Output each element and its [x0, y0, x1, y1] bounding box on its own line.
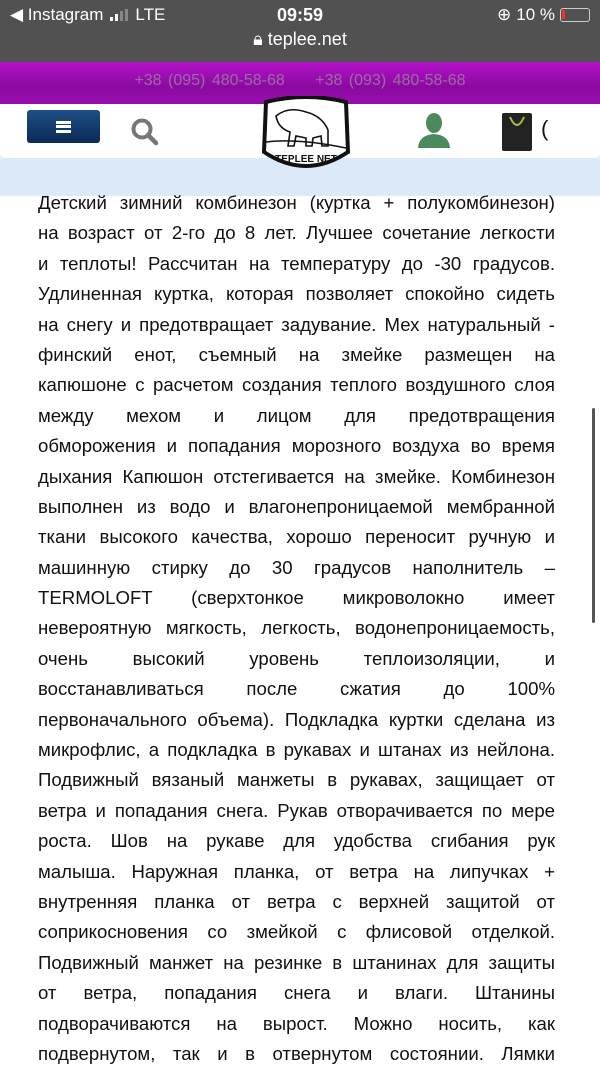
search-icon[interactable] — [130, 117, 160, 147]
description-line: финский енот, съемный на змейке размещен на — [38, 343, 555, 365]
description-line: ветра и попадания снега. Рукав отворачивается по мере — [38, 799, 555, 821]
description-line: и теплоты! Рассчитан на температуру до -30 градусов. — [38, 252, 555, 274]
menu-button[interactable] — [27, 110, 100, 143]
lock-icon: 🔒︎ — [253, 29, 263, 49]
description-line: ткани высокого качества, хорошо переносит ручную и — [38, 526, 555, 548]
battery-percent: 10 % — [516, 5, 555, 24]
description-line: очень высокий уровень теплоизоляции, и — [38, 647, 555, 669]
description-line: восстанавливаться после сжатия до 100% — [38, 678, 555, 700]
description-line: подворачиваются на вырост. Можно носить, как — [38, 1012, 555, 1034]
description-line: подвернутом, так и в отвернутом состоянии. Лямки — [38, 1042, 555, 1064]
scrollbar[interactable] — [592, 408, 595, 623]
description-line: на возраст от 2-го до 8 лет. Лучшее сочетание легкости — [38, 222, 555, 244]
description-line: Подвижный вязаный манжеты в рукавах, защищает от — [38, 769, 555, 791]
description-line: малыша. Наружная планка, от ветра на липучках + — [38, 860, 555, 882]
back-app-label: ◀ Instagram — [10, 5, 104, 24]
description-line: микрофлис, а подкладка в рукавах и штанах из нейлона. — [38, 739, 555, 761]
description-line: выполнен из водо и влагонепроницаемой мембранной — [38, 495, 555, 517]
hamburger-icon — [56, 121, 71, 133]
description-line: Подвижный манжет на резинке в штанинах для защиты — [38, 951, 555, 973]
description-line: обморожения и попадания морозного воздуха во время — [38, 435, 555, 457]
description-line: внутренняя планка от ветра с верхней защитой от — [38, 890, 555, 912]
description-line: машинную стирку до 30 градусов наполнитель – — [38, 556, 555, 578]
description-line: на снегу и предотвращает задувание. Мех натуральный - — [38, 313, 555, 335]
rotation-lock-icon: ⊕ — [497, 5, 512, 24]
clock: 09:59 — [276, 5, 324, 25]
cart-count[interactable]: ( — [541, 116, 549, 141]
phone-link[interactable]: +38 (093) 480-58-68 — [315, 72, 466, 89]
description-line: первоначального объема). Подкладка куртки сделана из — [38, 708, 555, 730]
user-account-icon[interactable] — [415, 110, 453, 148]
battery-icon — [560, 8, 590, 22]
description-line: Удлиненная куртка, которая позволяет спокойно сидеть — [38, 283, 555, 305]
shopping-bag-icon[interactable] — [500, 109, 534, 153]
description-line: соприкосновения со змейкой с флисовой отделкой. — [38, 921, 555, 943]
phone-link[interactable]: +38 (095) 480-58-68 — [134, 72, 285, 89]
network-label: LTE — [135, 5, 166, 24]
description-line: капюшоне с расчетом создания теплого воздушного слоя — [38, 374, 555, 396]
description-line: дыхания Капюшон отстегивается на змейке. Комбинезон — [38, 465, 555, 487]
description-line: между мехом и лицом для предотвращения — [38, 404, 555, 426]
status-bar — [0, 0, 600, 62]
logo-text: TEPLEE NET — [275, 154, 337, 165]
site-logo[interactable] — [258, 96, 354, 174]
description-line: роста. Шов на рукаве для удобства сгибания рук — [38, 830, 555, 852]
description-line: невероятную мягкость, легкость, водонепроницаемость, — [38, 617, 555, 639]
description-line: Детский зимний комбинезон (куртка + полукомбинезон) — [38, 192, 555, 213]
description-line: TERMOLOFT (сверхтонкое микроволокно имеет — [38, 587, 555, 609]
address-bar[interactable] — [0, 29, 600, 50]
url-text: teplee.net — [267, 29, 347, 49]
description-line: от ветра, попадания снега и влаги. Штанины — [38, 982, 555, 1004]
product-description — [38, 188, 555, 1069]
